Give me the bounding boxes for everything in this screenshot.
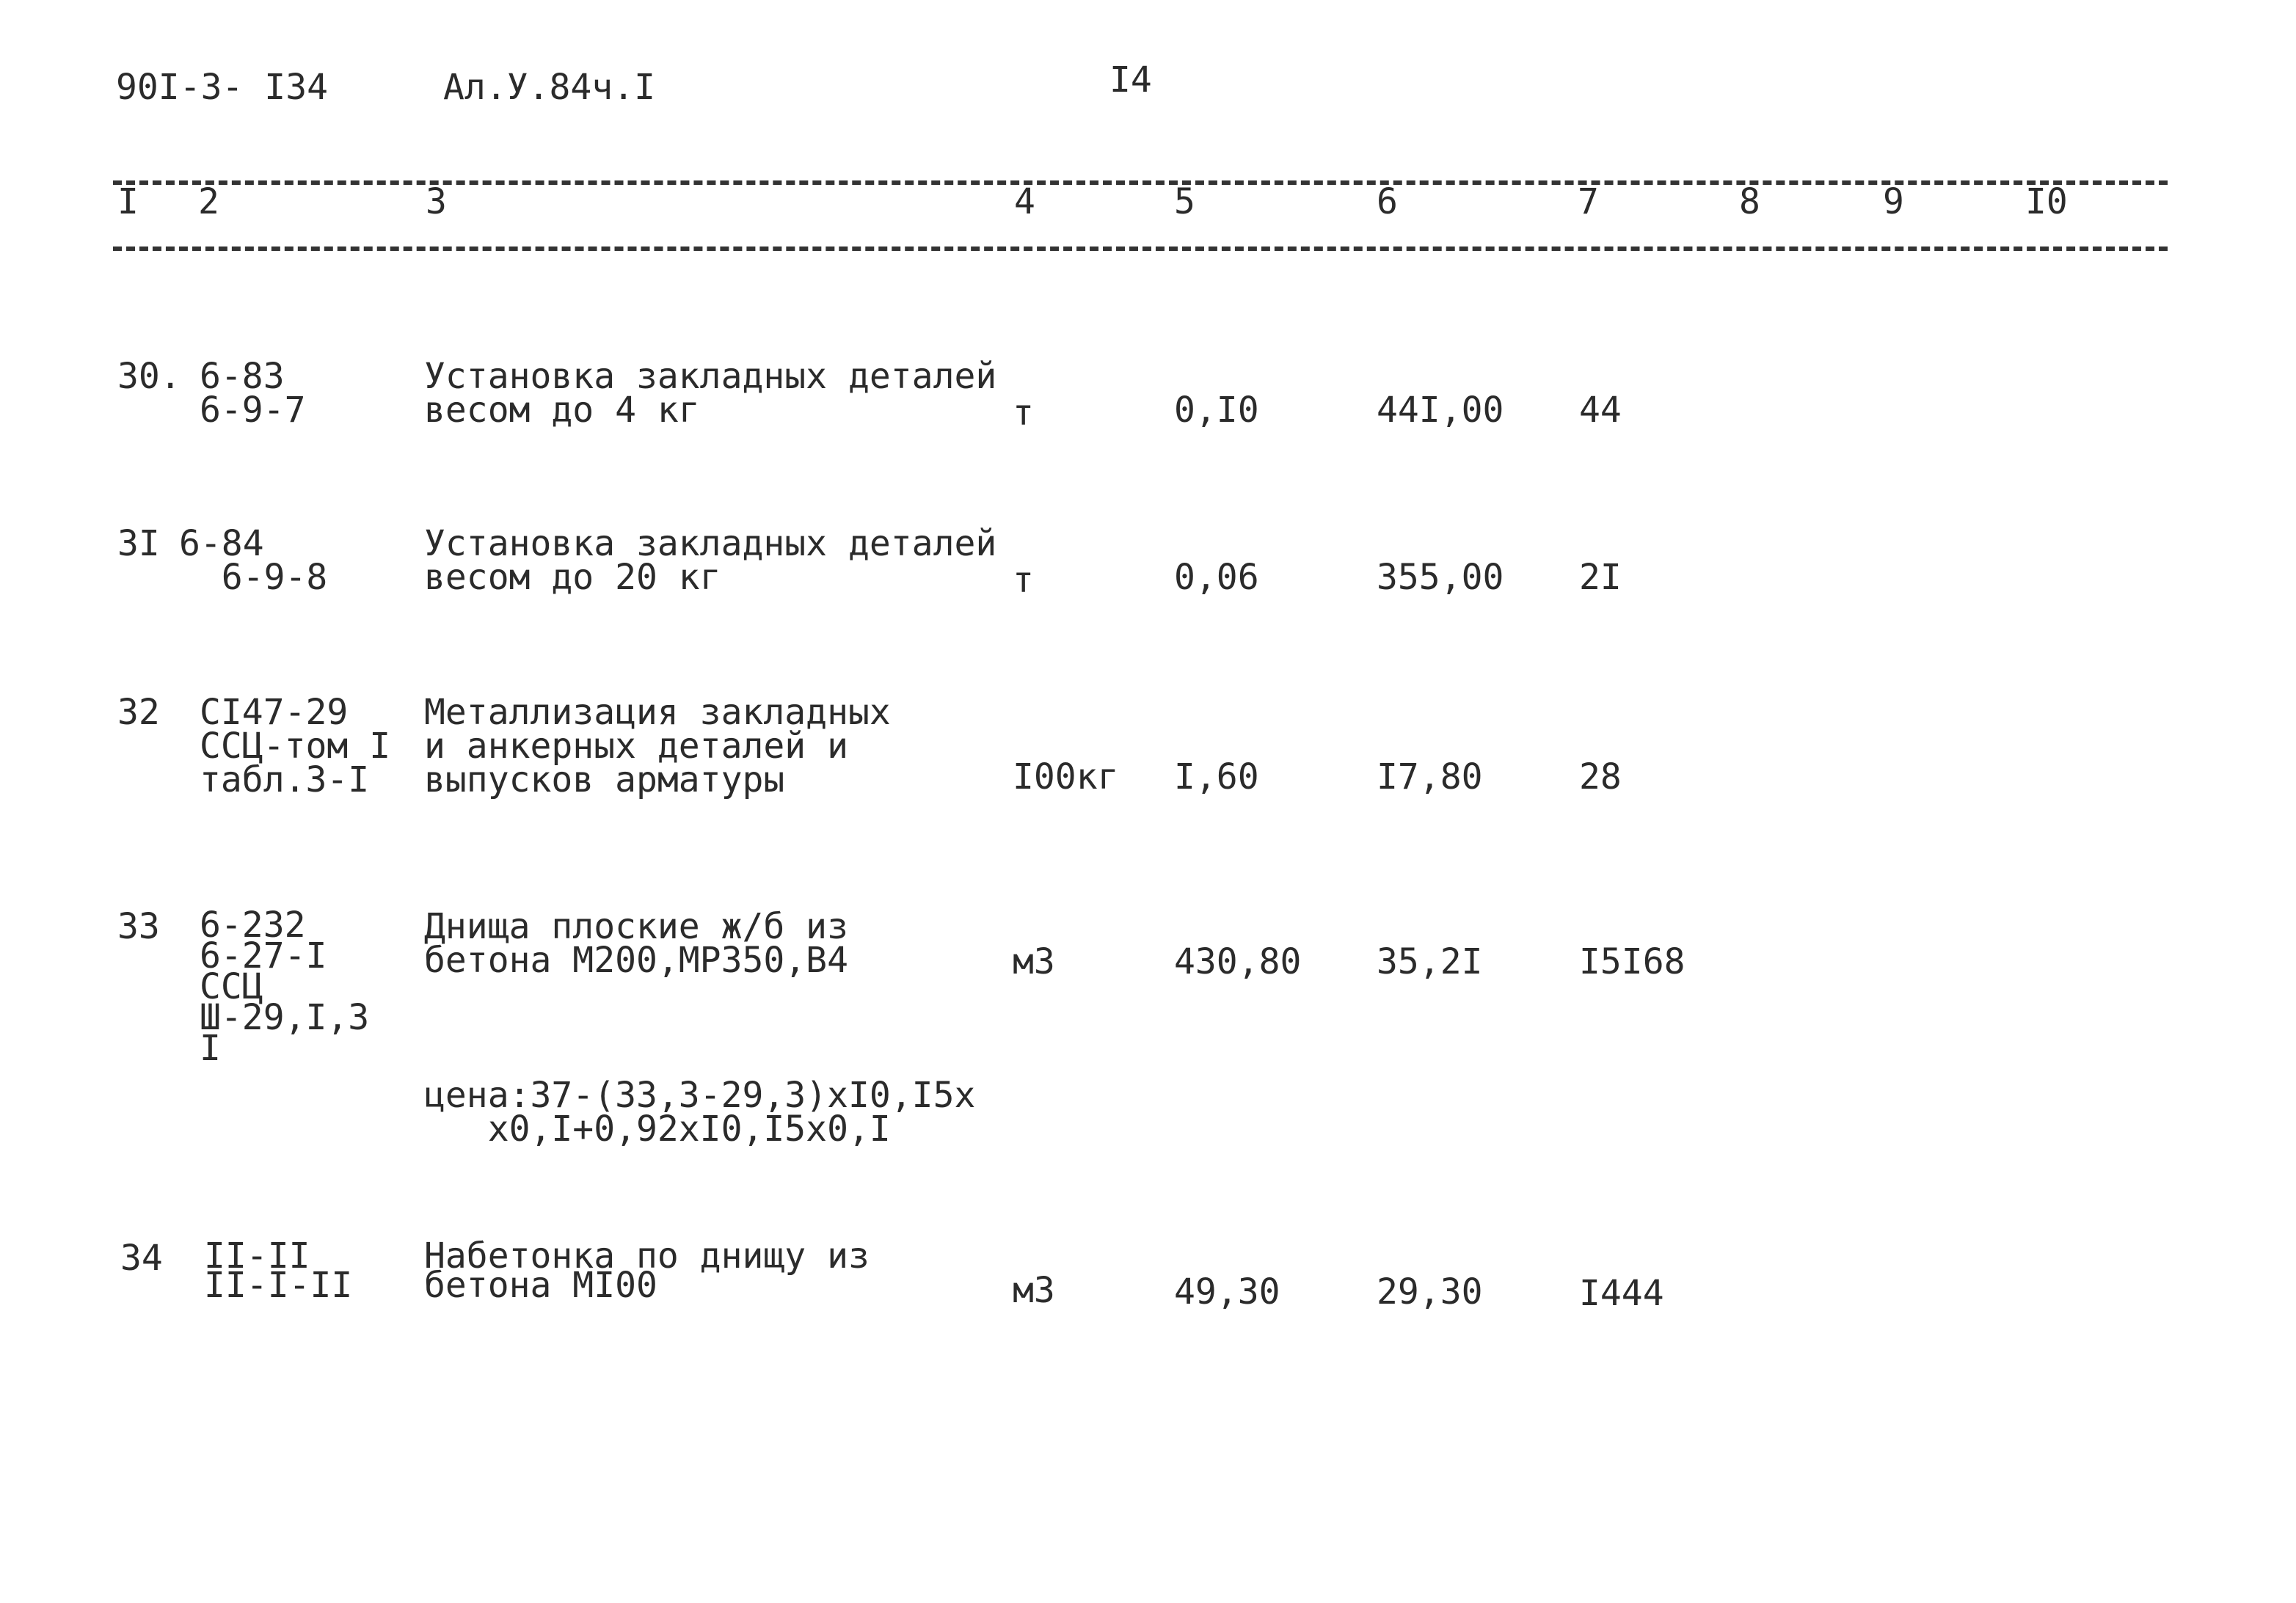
column-header-4: 4	[1014, 181, 1035, 222]
row-name: Установка закладных деталей весом до 20 кг	[424, 523, 997, 598]
row-unit: т	[1013, 560, 1034, 601]
row-unit-price: 355,00	[1377, 557, 1504, 598]
header-top-divider	[113, 180, 2168, 185]
row-number: 30.	[117, 356, 181, 397]
row-code: 6-83 6-9-7	[200, 356, 306, 431]
row-unit: т	[1013, 392, 1034, 434]
row-unit-price: 29,30	[1377, 1271, 1483, 1312]
column-header-7: 7	[1578, 181, 1599, 222]
row-quantity: 430,80	[1174, 941, 1302, 982]
row-number: 34	[120, 1238, 163, 1279]
row-number: 3I	[117, 523, 160, 564]
row-code: 6-232 6-27-I ССЦ Ш-29,I,3 I	[200, 905, 370, 1069]
row-number: 33	[117, 906, 160, 947]
row-quantity: 0,06	[1174, 557, 1259, 598]
column-header-10: I0	[2025, 181, 2068, 222]
column-header-1: I	[117, 181, 139, 222]
row-unit-price: 44I,00	[1377, 390, 1504, 431]
column-header-2: 2	[198, 181, 219, 222]
page-number: I4	[1109, 59, 1152, 101]
row-total: I5I68	[1579, 941, 1685, 982]
row-quantity: 0,I0	[1174, 390, 1259, 431]
row-name: Днища плоские ж/б из бетона М200,МР350,В4	[424, 906, 848, 981]
row-code: CI47-29 ССЦ-том I табл.3-I	[200, 692, 391, 800]
row-total: 28	[1579, 756, 1622, 797]
row-total: I444	[1579, 1273, 1664, 1314]
header-bottom-divider	[113, 247, 2168, 251]
row-quantity: 49,30	[1174, 1271, 1280, 1312]
column-header-6: 6	[1377, 181, 1398, 222]
column-header-5: 5	[1174, 181, 1195, 222]
row-total: 44	[1579, 390, 1622, 431]
row-unit: м3	[1013, 941, 1055, 982]
document-code: 90I-3- I34	[116, 67, 328, 108]
column-header-8: 8	[1739, 181, 1760, 222]
row-quantity: I,60	[1174, 756, 1259, 797]
row-name: Установка закладных деталей весом до 4 кг	[424, 356, 997, 431]
row-name: Набетонка по днищу из бетона МI00	[424, 1235, 870, 1306]
row-code: 6-84 6-9-8	[179, 523, 328, 598]
row-unit: I00кг	[1013, 756, 1119, 797]
row-unit-price: I7,80	[1377, 756, 1483, 797]
row-price-formula: цена:37-(33,3-29,3)xI0,I5x x0,I+0,92xI0,I5x0,I	[424, 1075, 976, 1150]
row-code: II-II II-I-II	[204, 1235, 353, 1306]
row-name: Металлизация закладных и анкерных деталей и выпусков арматуры	[424, 692, 891, 800]
column-header-9: 9	[1883, 181, 1904, 222]
column-header-3: 3	[426, 181, 447, 222]
row-unit-price: 35,2I	[1377, 941, 1483, 982]
album-reference: Ал.У.84ч.I	[443, 67, 655, 108]
row-unit: м3	[1013, 1270, 1055, 1311]
row-number: 32	[117, 692, 160, 733]
row-total: 2I	[1579, 557, 1622, 598]
